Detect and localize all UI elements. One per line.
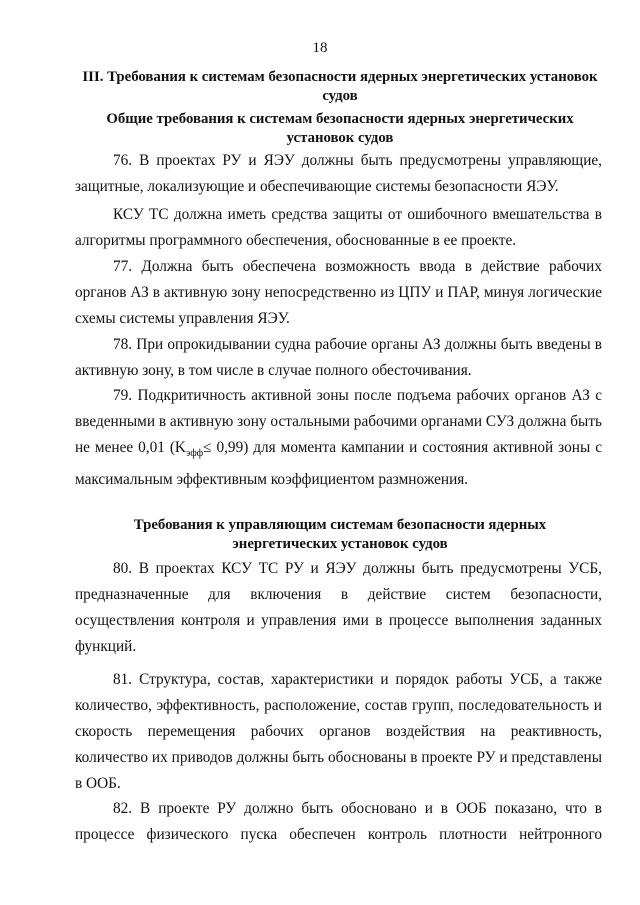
page-number: 18 <box>312 40 328 56</box>
paragraph-78: 78. При опрокидывании судна рабочие органы АЗ должны быть введены в активную зону, в том числе в случае полного обесточивания. <box>75 336 602 379</box>
paragraph-79-after: ≤ 0,99) для момента кампании и состояния активной зоны с максимальным эффективным коэффициентом размножения. <box>75 439 602 489</box>
paragraph-81: 81. Структура, состав, характеристики и порядок работы УСБ, а также количество, эффективность, расположение, состав групп, последовательность и скорость перемещения рабочих органов воздействия на реактивность, количество их приводов должны быть обоснованы в проекте РУ и представлены в ООБ. <box>75 671 602 792</box>
paragraph-76-ksu: КСУ ТС должна иметь средства защиты от ошибочного вмешательства в алгоритмы программного обеспечения, обоснованные в ее проекте. <box>75 206 602 249</box>
section-title: III. Требования к системам безопасности ядерных энергетических установок судов <box>82 69 598 104</box>
paragraph-80: 80. В проектах КСУ ТС РУ и ЯЭУ должны быть предусмотрены УСБ, предназначенные для включения в действие систем безопасности, осуществления контроля и управления ими в процессе выполнения заданных функций. <box>75 560 602 655</box>
paragraph-76: 76. В проектах РУ и ЯЭУ должны быть предусмотрены управляющие, защитные, локализующие и обеспечивающие системы безопасности ЯЭУ. <box>75 152 602 195</box>
subsection-title-general: Общие требования к системам безопасности ядерных энергетических установок судов <box>106 111 574 146</box>
paragraph-82: 82. В проекте РУ должно быть обосновано и в ООБ показано, что в процессе физического пуска обеспечен контроль плотности нейтронного <box>75 800 602 843</box>
subsection-title-control: Требования к управляющим системам безопасности ядерных энергетических установок судов <box>133 517 547 552</box>
paragraph-79 <box>75 383 602 493</box>
paragraph-77: 77. Должна быть обеспечена возможность ввода в действие рабочих органов АЗ в активную зону непосредственно из ЦПУ и ПАР, минуя логические схемы системы управления ЯЭУ. <box>75 258 602 327</box>
paragraph-79-before: 79. Подкритичность активной зоны после подъема рабочих органов АЗ с введенными в активную зону остальными рабочими органами СУЗ должна быть не менее 0,01 (K <box>75 387 602 456</box>
paragraph-79-subscript: эфф <box>185 448 204 460</box>
